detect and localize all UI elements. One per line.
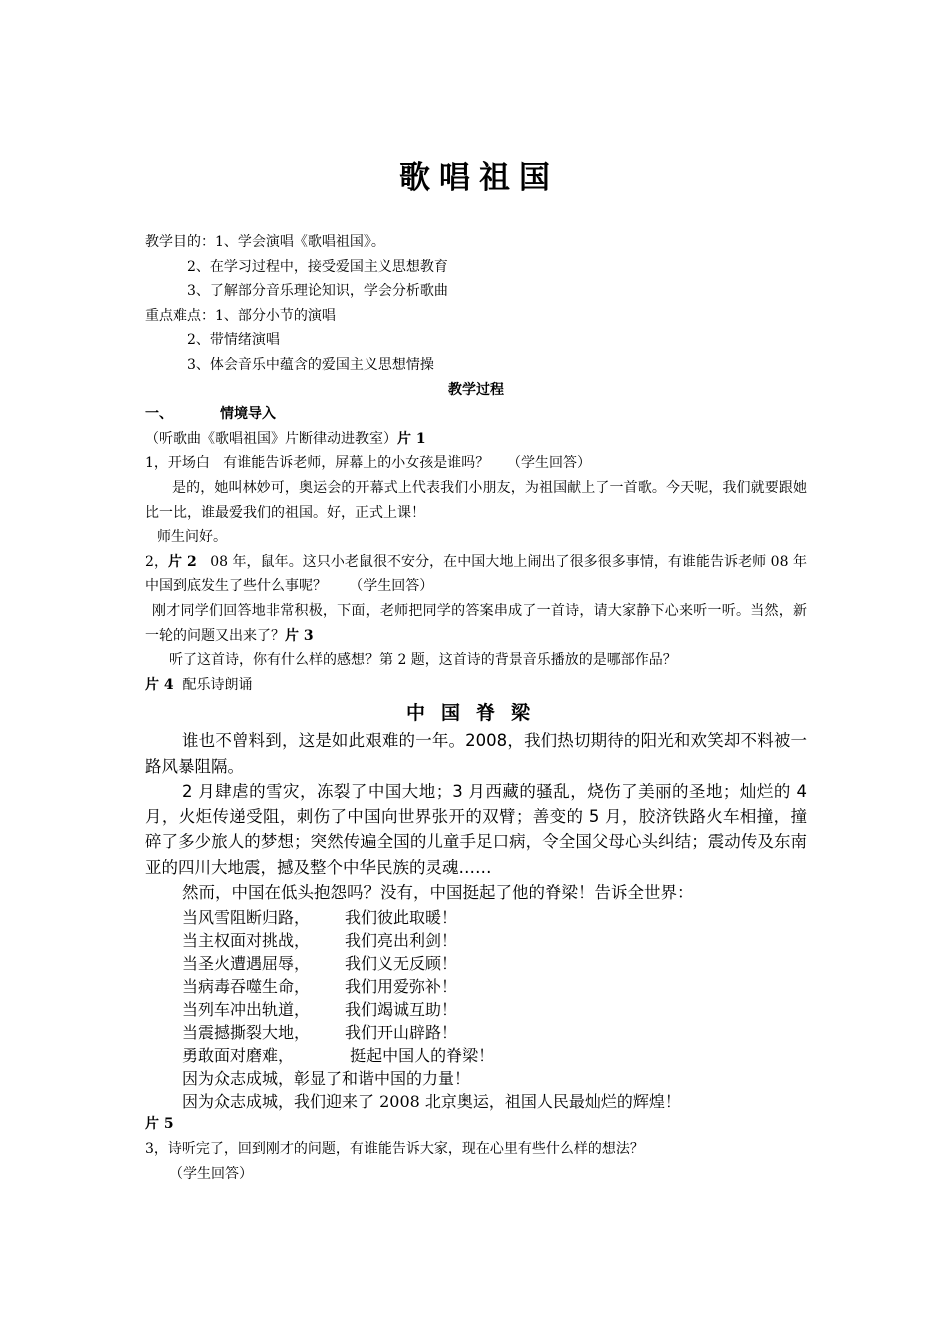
document-body [145,150,807,1186]
poem-line-b: 我们用爱弥补！ [345,977,458,997]
poem-line-b: 我们义无反顾！ [345,954,458,974]
paragraph-text: 2， [145,553,168,570]
keypoint-item: 2、带情绪演唱 [187,332,280,349]
process-heading: 教学过程 [448,381,504,398]
poem-line [145,928,807,951]
paragraph-text: 配乐诗朗诵 [173,676,253,693]
slide-label: 片 5 [145,1116,174,1133]
section-number: 一、 [145,406,173,423]
poem-line-b: 我们彼此取暖！ [345,908,458,928]
poem-paragraph: 谁也不曾料到，这是如此艰难的一年。2008，我们热切期待的阳光和欢笑却不料被一路风暴阻隔。 [145,731,807,776]
poem-line [145,951,807,974]
poem-paragraph: 然而，中国在低头抱怨吗？没有，中国挺起了他的脊梁！告诉全世界： [182,883,694,903]
poem-line [145,974,807,997]
poem-line: 因为众志成城，彰显了和谐中国的力量！ [182,1069,471,1089]
slide-label: 片 3 [285,627,314,644]
student-answer: （学生回答） [169,1165,253,1182]
poem-line: 因为众志成城，我们迎来了 2008 北京奥运，祖国人民最灿烂的辉煌！ [182,1092,681,1112]
poem-paragraph: 2 月肆虐的雪灾，冻裂了中国大地；3 月西藏的骚乱，烧伤了美丽的圣地；灿烂的 4 月，火炬传递受阻，刺伤了中国向世界张开的双臂；善变的 5 月，胶济铁路火车相撞，撞碎了多少旅人的梦想；突然传遍全国的儿童手足口病，令全国父母心头纠结；震动传及东南亚的四川大地震，撼及整个中华民族的灵魂…… [145,781,807,877]
poem-line-a: 当震撼撕裂大地， [182,1023,311,1043]
section-heading [145,402,807,427]
poem-line [145,997,807,1020]
paragraph: 3，诗听完了，回到刚才的问题，有谁能告诉大家，现在心里有些什么样的想法？ [145,1140,644,1157]
poem-line-a: 当圣火遭遇屈辱， [182,954,311,974]
objective-line-1 [145,230,807,255]
slide-label: 片 2 [168,553,197,570]
paragraph: 听了这首诗，你有什么样的感想？第 2 题，这首诗的背景音乐播放的是哪部作品？ [169,652,677,669]
keypoint-item: 1、部分小节的演唱 [215,307,336,324]
paragraph: 1，开场白 有谁能告诉老师，屏幕上的小女孩是谁吗？ （学生回答） [145,455,592,472]
paragraph [145,427,807,452]
poem-line-b: 我们亮出利剑！ [345,931,458,951]
slide-label: 片 4 [145,676,174,693]
paragraph-text: （听歌曲《歌唱祖国》片断律动进教室） [145,430,397,447]
paragraph: 是的，她叫林妙可，奥运会的开幕式上代表我们小朋友，为祖国献上了一首歌。今天呢，我们就要跟她比一比，谁最爱我们的祖国。好，正式上课！ [145,479,807,521]
section-title: 情境导入 [220,406,276,423]
objective-item: 3、了解部分音乐理论知识，学会分析歌曲 [187,283,448,300]
paragraph-text: 08 年，鼠年。这只小老鼠很不安分，在中国大地上闹出了很多很多事情，有谁能告诉老师 08 年中国到底发生了些什么事呢？ （学生回答） [145,553,807,595]
slide-label: 片 1 [397,430,426,447]
poem-line-a: 勇敢面对磨难， [182,1046,295,1066]
objective-item: 2、在学习过程中，接受爱国主义思想教育 [187,258,448,275]
poem-line-a: 当风雪阻断归路， [182,908,311,928]
poem-line-a: 当主权面对挑战， [182,931,311,951]
paragraph [145,550,807,599]
keypoint-item: 3、体会音乐中蕴含的爱国主义思想情操 [187,356,434,373]
poem-title: 中国脊梁 [405,702,546,725]
objective-item: 1、学会演唱《歌唱祖国》。 [215,234,385,250]
keypoints-label: 重点难点： [145,307,215,324]
poem-line [145,905,807,928]
poem-line-a: 当列车冲出轨道， [182,1000,311,1020]
keypoint-line-1 [145,304,807,329]
paragraph-text: 刚才同学们回答地非常积极，下面，老师把同学的答案串成了一首诗，请大家静下心来听一听。当然，新一轮的问题又出来了？ [145,602,807,644]
page-title: 歌唱祖国 [399,160,559,196]
poem-line-b: 我们竭诚互助！ [345,1000,458,1020]
poem-line-a: 当病毒吞噬生命， [182,977,311,997]
paragraph: 师生问好。 [157,529,227,546]
poem-line-b: 挺起中国人的脊梁！ [345,1046,495,1066]
paragraph [145,673,807,698]
paragraph [145,599,807,648]
poem-line [145,1020,807,1043]
poem-line-b: 我们开山辟路！ [345,1023,458,1043]
poem-line [145,1043,807,1066]
objectives-label: 教学目的： [145,234,215,250]
